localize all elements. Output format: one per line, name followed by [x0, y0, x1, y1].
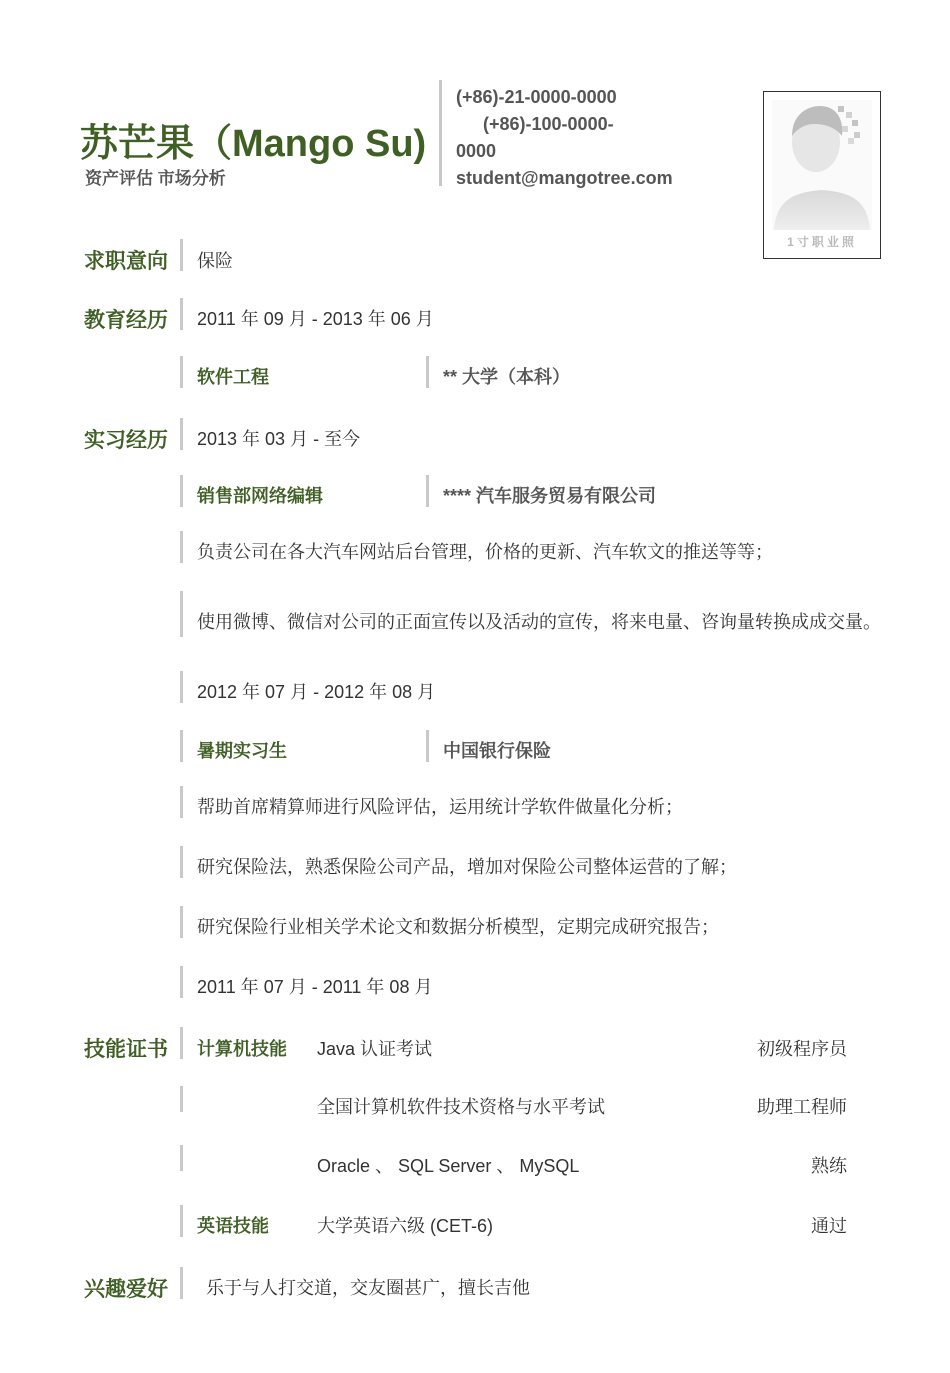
job2-duty-2: 研究保险法，熟悉保险公司产品，增加对保险公司整体运营的了解； [197, 857, 737, 877]
section-title-hobbies: 兴趣爱好 [84, 1278, 168, 1301]
divider [180, 671, 183, 703]
education-school: ** 大学（本科） [443, 367, 571, 387]
section-title-objective: 求职意向 [84, 250, 168, 273]
divider [180, 786, 183, 818]
hobbies-value: 乐于与人打交道，交友圈甚广，擅长吉他 [206, 1278, 530, 1298]
section-title-internship: 实习经历 [84, 429, 168, 452]
phone-2-cont: 0000 [456, 141, 497, 161]
divider [180, 846, 183, 878]
photo-caption: 1寸职业照 [787, 235, 857, 249]
job1-company: **** 汽车服务贸易有限公司 [443, 486, 657, 506]
contact-block [456, 84, 696, 192]
divider [180, 475, 183, 507]
divider [180, 298, 183, 330]
divider [180, 730, 183, 762]
job1-period: 2013 年 03 月 - 至今 [197, 429, 361, 449]
skill-level: 初级程序员 [757, 1039, 847, 1059]
section-title-education: 教育经历 [84, 309, 168, 332]
divider [180, 1267, 183, 1299]
divider [426, 475, 429, 507]
candidate-name: 苏芒果（Mango Su) [80, 123, 427, 165]
divider [180, 418, 183, 450]
candidate-subtitle: 资产评估 市场分析 [85, 169, 226, 188]
divider [180, 239, 183, 271]
divider [180, 1086, 183, 1112]
phone-1: (+86)-21-0000-0000 [456, 87, 617, 107]
divider [426, 356, 429, 388]
job3-period: 2011 年 07 月 - 2011 年 08 月 [197, 977, 433, 997]
section-title-skills: 技能证书 [84, 1038, 168, 1061]
education-major: 软件工程 [197, 367, 269, 387]
divider [180, 1145, 183, 1171]
contact-divider [439, 80, 442, 186]
skill-name: Oracle 、 SQL Server 、 MySQL [317, 1156, 580, 1176]
divider [180, 906, 183, 938]
skill-level: 助理工程师 [757, 1097, 847, 1117]
divider [180, 531, 183, 563]
divider [180, 1205, 183, 1237]
divider [180, 591, 183, 637]
divider [180, 966, 183, 998]
job1-duty-2: 使用微博、微信对公司的正面宣传以及活动的宣传，将来电量、咨询量转换成成交量。 [197, 612, 881, 632]
job2-period: 2012 年 07 月 - 2012 年 08 月 [197, 682, 436, 702]
skill-name: Java 认证考试 [317, 1039, 433, 1059]
skill-level: 熟练 [811, 1156, 847, 1176]
objective-value: 保险 [197, 251, 233, 271]
job2-duty-1: 帮助首席精算师进行风险评估，运用统计学软件做量化分析； [197, 797, 683, 817]
divider [426, 730, 429, 762]
skills-computer-label: 计算机技能 [197, 1039, 287, 1059]
english-skill-level: 通过 [811, 1216, 847, 1236]
education-period: 2011 年 09 月 - 2013 年 06 月 [197, 309, 434, 329]
skill-name: 全国计算机软件技术资格与水平考试 [317, 1097, 605, 1117]
job1-role: 销售部网络编辑 [197, 486, 323, 506]
job2-duty-3: 研究保险行业相关学术论文和数据分析模型，定期完成研究报告； [197, 917, 719, 937]
english-skill-name: 大学英语六级 (CET-6) [317, 1216, 494, 1236]
job2-role: 暑期实习生 [197, 741, 287, 761]
photo-placeholder [763, 91, 881, 259]
divider [180, 356, 183, 388]
email: student@mangotree.com [456, 168, 673, 188]
skills-english-label: 英语技能 [197, 1216, 269, 1236]
phone-2: (+86)-100-0000- [483, 114, 614, 134]
job1-duty-1: 负责公司在各大汽车网站后台管理，价格的更新、汽车软文的推送等等； [197, 542, 773, 562]
job2-company: 中国银行保险 [443, 741, 551, 761]
divider [180, 1027, 183, 1059]
